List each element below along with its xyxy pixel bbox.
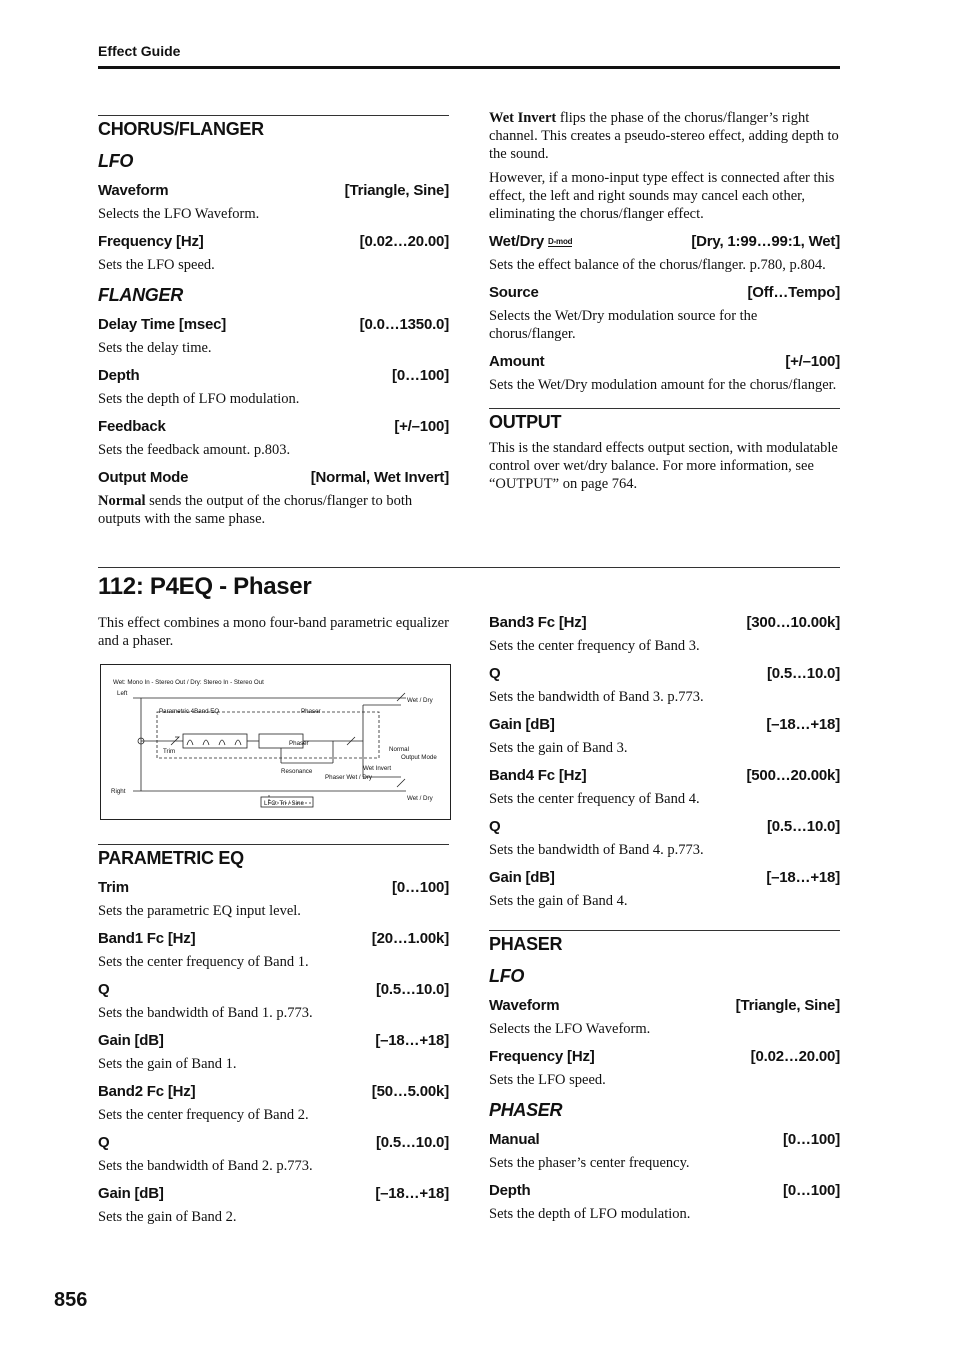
param-name: Q (489, 818, 501, 835)
param-desc: Sets the bandwidth of Band 1. p.773. (98, 1005, 313, 1021)
param-name (489, 233, 572, 251)
phaser-lfo-params (489, 997, 840, 1089)
wetdry-top-knob-icon (397, 693, 405, 701)
chorus-right-column (489, 109, 840, 493)
trim-label: Trim (163, 748, 176, 755)
eq-block-label: Parametric 4Band EQ (159, 708, 220, 715)
param-output-mode (98, 469, 449, 487)
eq-params-left (98, 879, 449, 1226)
param-amount (489, 353, 840, 371)
right-label: Right (111, 788, 126, 795)
param-desc: Sets the gain of Band 1. (98, 1056, 237, 1072)
param-name: Gain [dB] (98, 1032, 164, 1049)
param-name: Waveform (98, 182, 169, 199)
param-row (98, 879, 449, 897)
param-row (98, 1134, 449, 1152)
param-desc: Selects the LFO Waveform. (98, 206, 260, 222)
param-desc: Sets the center frequency of Band 2. (98, 1107, 309, 1123)
param-name: Feedback (98, 418, 166, 435)
param-name: Frequency [Hz] (98, 233, 204, 250)
effect-right-column (489, 604, 840, 1223)
phaser-wetdry-label: Phaser Wet / Dry (325, 774, 372, 781)
phaser-lfo-subheading: LFO (489, 966, 525, 986)
normal-term: Normal (98, 493, 146, 509)
param-row (489, 818, 840, 836)
param-range: [0.5…10.0] (766, 665, 840, 682)
param-range: [+/–100] (785, 353, 840, 370)
effect-dashed-frame (157, 712, 379, 758)
param-desc: Sets the gain of Band 2. (98, 1209, 237, 1225)
diagram-svg (101, 665, 450, 819)
dmod-icon: D-mod (548, 236, 573, 246)
chorus-left-column (98, 115, 449, 528)
param-name: Manual (489, 1131, 540, 1148)
amount-desc: Sets the Wet/Dry modulation amount for the chorus/flanger. (489, 377, 837, 393)
param-desc: Sets the LFO speed. (98, 257, 215, 273)
param-row (98, 930, 449, 948)
param-range: [500…20.00k] (746, 767, 840, 784)
chorus-lfo-params (98, 182, 449, 274)
source-desc: Selects the Wet/Dry modulation source for the chorus/flanger. (489, 308, 758, 342)
param-row (489, 665, 840, 683)
param-row (489, 767, 840, 785)
param-desc: Selects the LFO Waveform. (489, 1021, 651, 1037)
chorus-flanger-heading: CHORUS/FLANGER (98, 115, 449, 140)
param-desc: Sets the depth of LFO modulation. (489, 1206, 691, 1222)
param-name: Gain [dB] (489, 869, 555, 886)
wetdry-bottom-knob-icon (397, 779, 405, 787)
flanger-subheading: FLANGER (98, 285, 183, 305)
param-name: Band1 Fc [Hz] (98, 930, 196, 947)
param-desc: Sets the delay time. (98, 340, 212, 356)
param-range: [Off…Tempo] (747, 284, 840, 301)
param-row (98, 1032, 449, 1050)
band1-icon (187, 740, 193, 745)
page-number: 856 (54, 1289, 88, 1311)
band3-icon (219, 740, 225, 745)
effect-left-column (98, 614, 449, 650)
param-row (489, 997, 840, 1015)
mono-note-paragraph: However, if a mono-input type effect is connected after this effect, the left and right sounds may cancel each other, eliminating the chorus/flanger effect. (489, 170, 835, 222)
param-desc: Sets the gain of Band 3. (489, 740, 628, 756)
param-desc: Sets the center frequency of Band 4. (489, 791, 700, 807)
param-range: [–18…+18] (766, 716, 840, 733)
param-range: [0…100] (392, 367, 449, 384)
wet-invert-paragraph (489, 109, 840, 163)
param-range: [0.5…10.0] (375, 981, 449, 998)
param-name: Band3 Fc [Hz] (489, 614, 587, 631)
wetdry-bottom-label: Wet / Dry (407, 795, 433, 802)
output-desc: This is the standard effects output section, with modulatable control over wet/dry balance. For more information, see “OUTPUT” on page 764. (489, 440, 838, 492)
param-range: [–18…+18] (766, 869, 840, 886)
param-range: [20…1.00k] (371, 930, 449, 947)
param-desc: Sets the center frequency of Band 1. (98, 954, 309, 970)
param-range: [Dry, 1:99…99:1, Wet] (691, 233, 840, 250)
param-range: [Triangle, Sine] (735, 997, 840, 1014)
parametric-eq-heading: PARAMETRIC EQ (98, 844, 449, 869)
wet-dry-desc: Sets the effect balance of the chorus/flanger. p.780, p.804. (489, 257, 826, 273)
effect-intro: This effect combines a mono four-band parametric equalizer and a phaser. (98, 615, 449, 649)
param-range: [0…100] (392, 879, 449, 896)
param-desc: Sets the parametric EQ input level. (98, 903, 301, 919)
eq-params-right (489, 614, 840, 910)
param-name: Source (489, 284, 539, 301)
param-range: [–18…+18] (375, 1032, 449, 1049)
param-name: Q (98, 981, 110, 998)
param-range: [0.0…1350.0] (359, 316, 449, 333)
param-name: Amount (489, 353, 545, 370)
output-mode-desc (98, 492, 449, 528)
param-wet-dry (489, 233, 840, 251)
param-row (489, 1131, 840, 1149)
param-range: [0…100] (783, 1182, 840, 1199)
param-row (98, 418, 449, 436)
signal-flow-diagram (100, 664, 451, 820)
param-desc: Sets the bandwidth of Band 3. p.773. (489, 689, 704, 705)
param-desc: Sets the bandwidth of Band 2. p.773. (98, 1158, 313, 1174)
normal-label: Normal (389, 746, 409, 753)
section-rule (98, 567, 840, 568)
param-desc: Sets the LFO speed. (489, 1072, 606, 1088)
band4-icon (235, 740, 241, 745)
param-source (489, 284, 840, 302)
param-row (489, 869, 840, 887)
param-row (98, 1083, 449, 1101)
eq-bands-box (183, 734, 247, 748)
running-head: Effect Guide (98, 43, 181, 59)
normal-desc: sends the output of the chorus/flanger to both outputs with the same phase. (98, 493, 413, 527)
param-name: Delay Time [msec] (98, 316, 227, 333)
param-range: [300…10.00k] (746, 614, 840, 631)
param-name: Band4 Fc [Hz] (489, 767, 587, 784)
left-label: Left (117, 690, 128, 697)
phaser-block-label: Phaser (301, 708, 321, 715)
wet-invert-label: Wet Invert (363, 765, 392, 772)
phaser-box-label: Phaser (289, 740, 309, 747)
lfo-label: LFO: Tri / Sine (264, 800, 304, 807)
param-desc: Sets the center frequency of Band 3. (489, 638, 700, 654)
header-rule (98, 66, 840, 69)
phaser-params (489, 1131, 840, 1223)
param-range: [Normal, Wet Invert] (310, 469, 449, 486)
resonance-label: Resonance (281, 768, 313, 775)
param-range: [0.02…20.00] (750, 1048, 840, 1065)
band2-icon (203, 740, 209, 745)
phaser-heading: PHASER (489, 930, 840, 955)
parametric-eq-column (98, 844, 449, 1226)
param-row (489, 1048, 840, 1066)
param-name: Trim (98, 879, 129, 896)
param-row (489, 716, 840, 734)
param-range: [0…100] (783, 1131, 840, 1148)
param-row (98, 1185, 449, 1203)
flanger-params (98, 316, 449, 459)
phaser-subheading: PHASER (489, 1100, 563, 1120)
param-name: Q (489, 665, 501, 682)
param-name: Waveform (489, 997, 560, 1014)
param-name: Depth (98, 367, 140, 384)
param-desc: Sets the gain of Band 4. (489, 893, 628, 909)
param-desc: Sets the phaser’s center frequency. (489, 1155, 690, 1171)
param-name: Depth (489, 1182, 531, 1199)
lfo-subheading: LFO (98, 151, 134, 171)
param-row (489, 614, 840, 632)
wetdry-top-label: Wet / Dry (407, 697, 433, 704)
param-name: Band2 Fc [Hz] (98, 1083, 196, 1100)
param-name: Gain [dB] (98, 1185, 164, 1202)
param-row (98, 233, 449, 251)
param-range: [0.02…20.00] (359, 233, 449, 250)
param-desc: Sets the feedback amount. p.803. (98, 442, 291, 458)
param-name: Output Mode (98, 469, 189, 486)
param-range: [+/–100] (394, 418, 449, 435)
effect-title: 112: P4EQ - Phaser (98, 573, 312, 600)
param-range: [–18…+18] (375, 1185, 449, 1202)
param-name: Q (98, 1134, 110, 1151)
wet-dry-name: Wet/Dry (489, 233, 545, 250)
diagram-header: Wet: Mono In - Stereo Out / Dry: Stereo In - Stereo Out (113, 679, 264, 686)
param-desc: Sets the depth of LFO modulation. (98, 391, 300, 407)
wet-invert-term: Wet Invert (489, 110, 557, 126)
param-row (98, 316, 449, 334)
param-range: [0.5…10.0] (375, 1134, 449, 1151)
param-name: Frequency [Hz] (489, 1048, 595, 1065)
param-name: Gain [dB] (489, 716, 555, 733)
output-mode-label: Output Mode (401, 754, 437, 761)
param-range: [Triangle, Sine] (344, 182, 449, 199)
param-row (98, 367, 449, 385)
param-row (489, 1182, 840, 1200)
param-row (98, 182, 449, 200)
wet-invert-desc: flips the phase of the chorus/flanger’s right channel. This creates a pseudo-stereo effect, adding depth to the sound. (489, 110, 839, 162)
param-range: [0.5…10.0] (766, 818, 840, 835)
output-heading: OUTPUT (489, 408, 840, 433)
param-row (98, 981, 449, 999)
param-desc: Sets the bandwidth of Band 4. p.773. (489, 842, 704, 858)
param-range: [50…5.00k] (371, 1083, 449, 1100)
